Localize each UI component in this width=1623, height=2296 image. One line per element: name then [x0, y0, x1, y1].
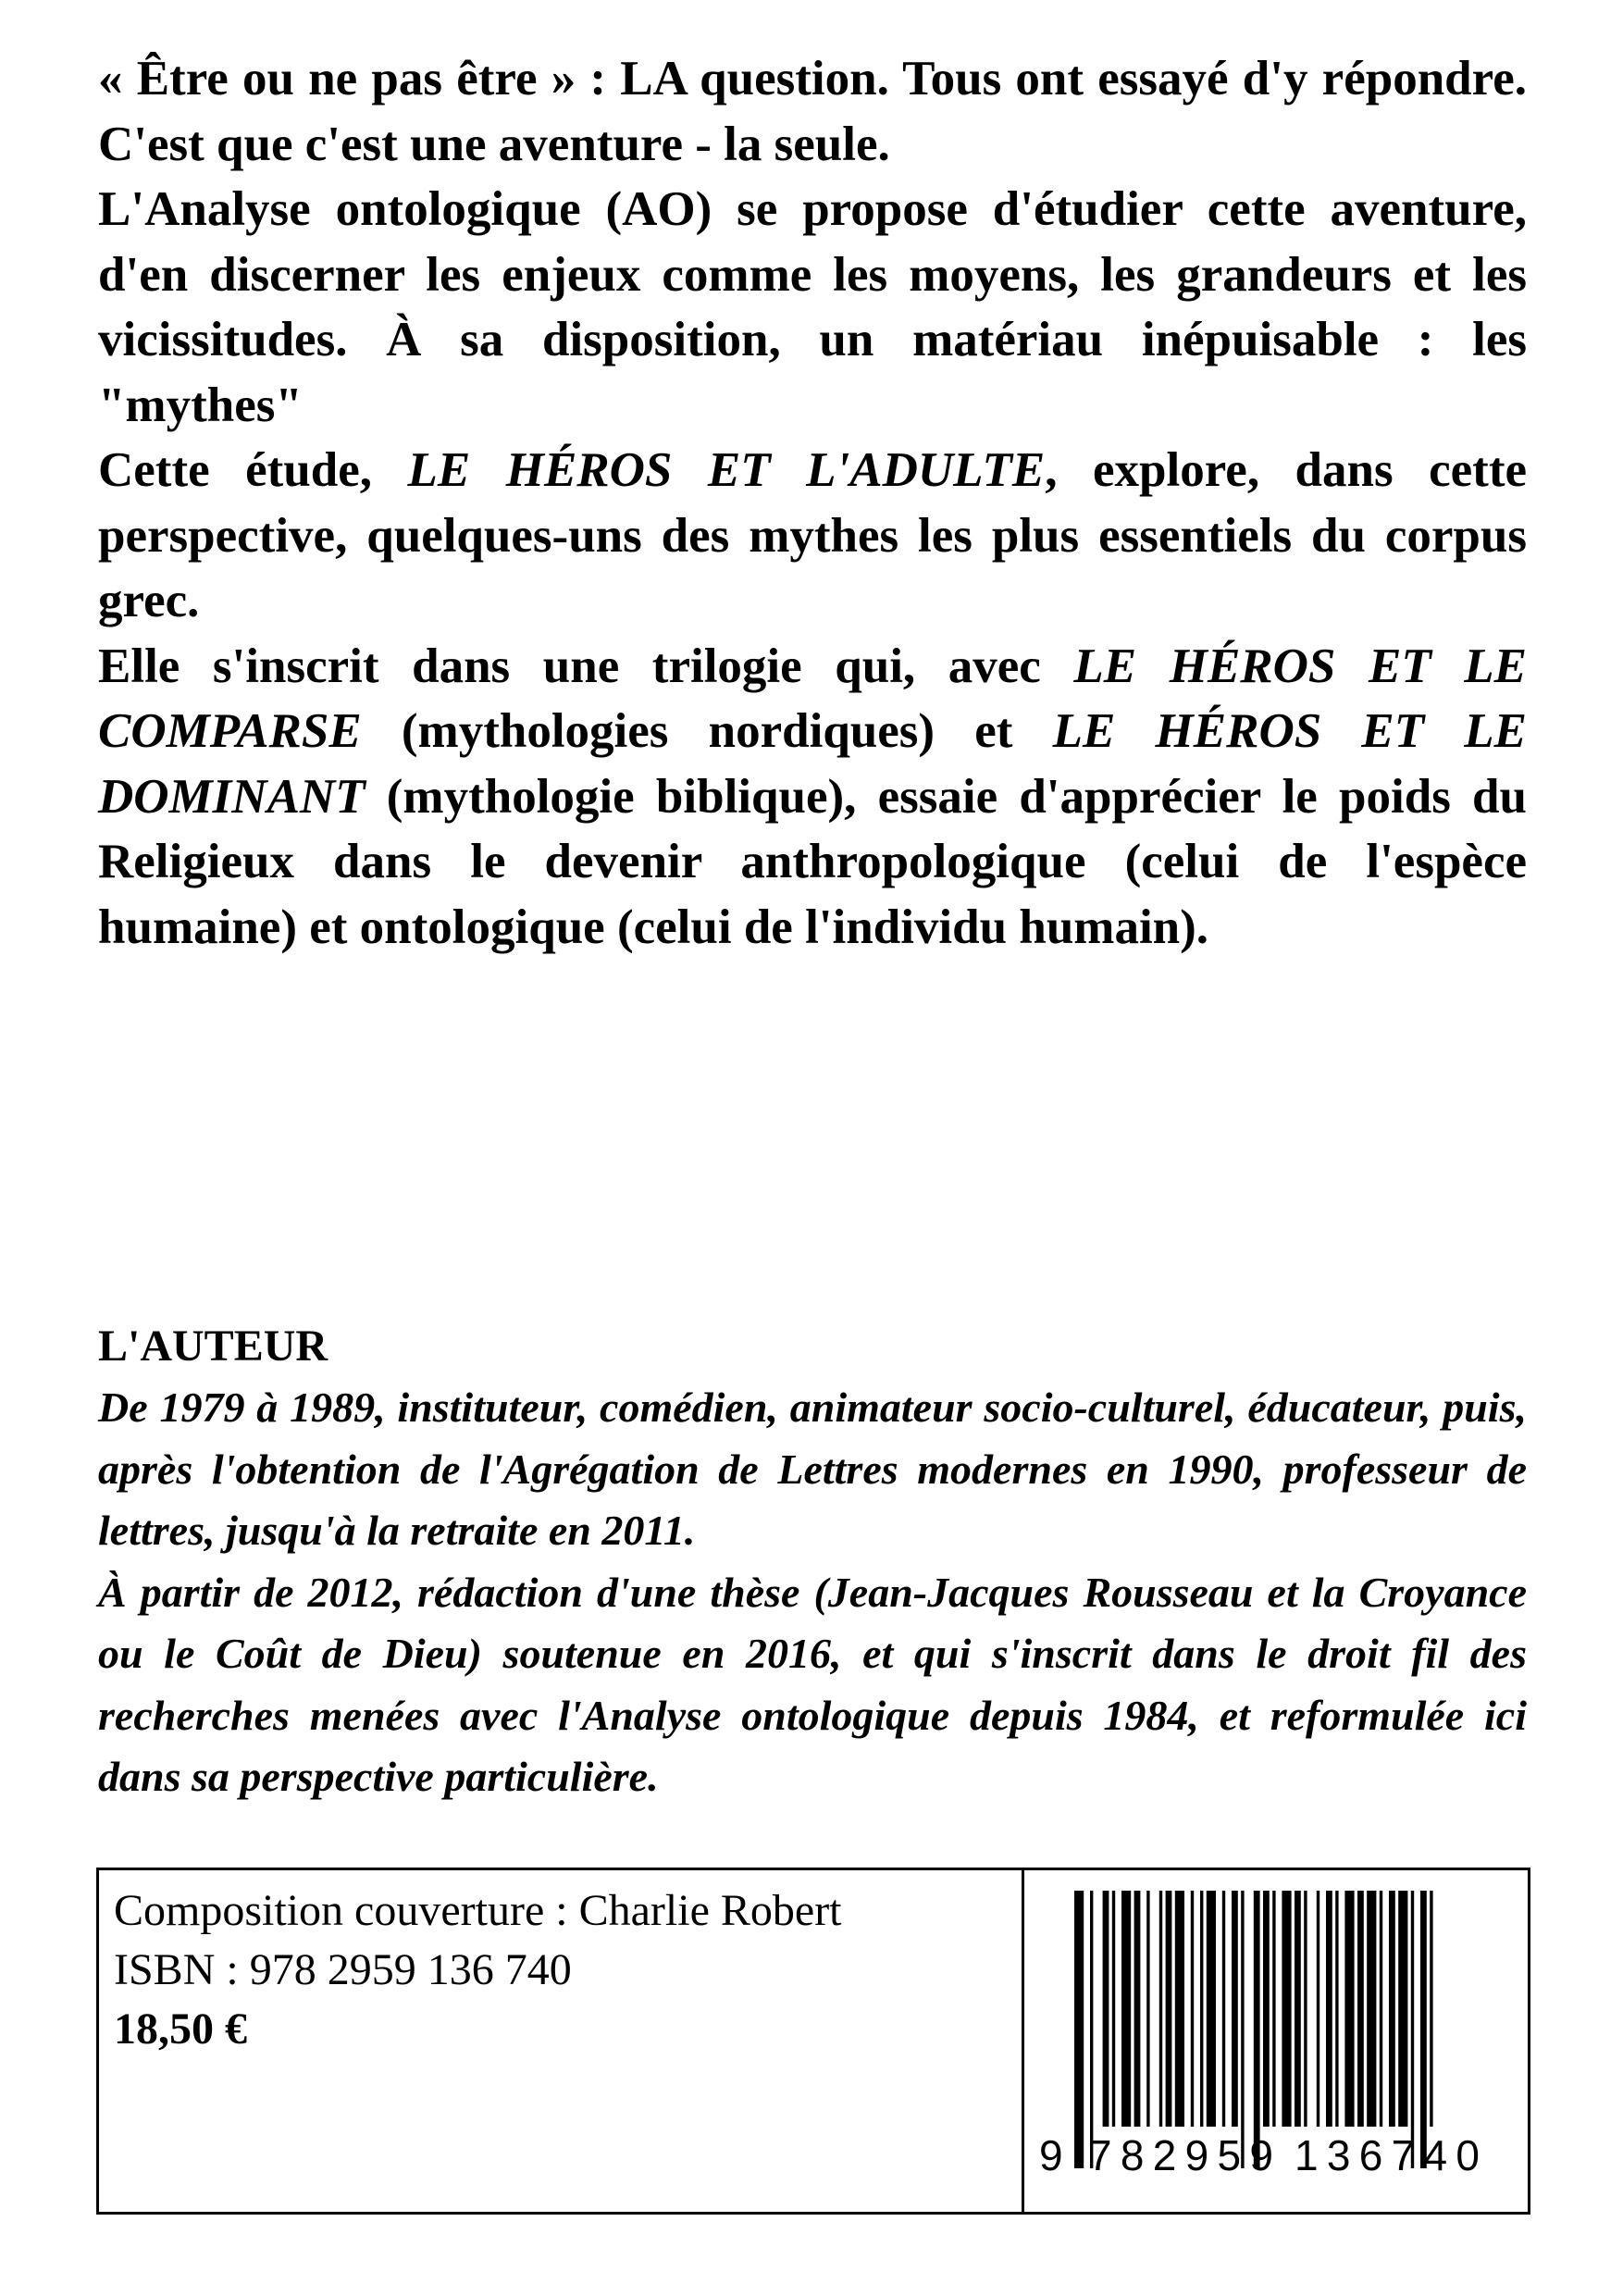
blurb-paragraph-1: « Être ou ne pas être » : LA question. Tous ont essayé d'y répondre. C'est que c'est une aventure - la seule.	[98, 52, 1527, 171]
barcode-bar	[1232, 1891, 1238, 2127]
barcode-bar	[1103, 1891, 1109, 2127]
isbn: ISBN : 978 2959 136 740	[114, 1945, 572, 1994]
barcode-bar	[1398, 1891, 1407, 2127]
blurb-text: (mythologies nordiques) et	[361, 704, 1053, 758]
blurb-text: Elle s'inscrit dans une trilogie qui, avec	[98, 639, 1074, 693]
barcode-bar	[1191, 1891, 1194, 2127]
author-heading: L'AUTEUR	[98, 1322, 328, 1371]
barcode-bar	[1344, 1891, 1354, 2127]
barcode-bar	[1357, 1891, 1364, 2127]
barcode-guard-bar	[1420, 1891, 1427, 2168]
blurb-paragraph-2: L'Analyse ontologique (AO) se propose d'étudier cette aventure, d'en discerner les enjeux comme les moyens, les grandeurs et les vicissitudes. À sa disposition, un matériau inépuisable : les "mythes"	[98, 182, 1527, 432]
barcode-bar	[1367, 1891, 1376, 2127]
barcode-bar	[1326, 1891, 1332, 2127]
blurb-text: , explore, dans cette perspective, quelques-uns des mythes les plus essentiels du corpus grec.	[98, 443, 1527, 627]
publication-info-box	[96, 1868, 1530, 2215]
blurb	[98, 46, 1527, 960]
barcode-guard-bar	[1090, 1891, 1093, 2168]
author-bio	[98, 1377, 1527, 1808]
barcode-bar	[1263, 1891, 1270, 2127]
blurb-text: (mythologie biblique), essaie d'apprécier le poids du Religieux dans le devenir anthropologique (celui de l'espèce humaine) et ontologique (celui de l'individu humain).	[98, 769, 1527, 954]
barcode-bar	[1295, 1891, 1301, 2127]
barcode-bar	[1389, 1891, 1395, 2127]
barcode-guard-bar	[1411, 1891, 1414, 2168]
barcode-bar	[1317, 1891, 1319, 2127]
barcode-lead-digit: 9	[1039, 2131, 1063, 2179]
barcode-bars	[1074, 1891, 1433, 2168]
barcode-bar	[1222, 1891, 1225, 2127]
price: 18,50 €	[114, 2004, 247, 2054]
blurb-paragraph-4	[98, 634, 1527, 961]
barcode-left-digits: 782959	[1088, 2131, 1273, 2179]
barcode-bar	[1430, 1891, 1432, 2127]
barcode-bar	[1200, 1891, 1203, 2127]
barcode-bar	[1146, 1891, 1149, 2127]
author-bio-paragraph-2: À partir de 2012, rédaction d'une thèse (Jean-Jacques Rousseau et la Croyance ou le Coût de Dieu) soutenue en 2016, et qui s'inscrit dans le droit fil des recherches menées avec l'Analyse ontologique depuis 1984, et reformulée ici dans sa perspective particulière.	[98, 1568, 1527, 1800]
barcode-bar	[1134, 1891, 1141, 2127]
barcode-guard-bar	[1254, 1891, 1260, 2168]
barcode-area	[1024, 1870, 1528, 2212]
barcode-right-digits: 136740	[1295, 2131, 1480, 2179]
barcode-bar	[1380, 1891, 1382, 2127]
barcode-bar	[1121, 1891, 1131, 2127]
blurb-paragraph-3	[98, 438, 1527, 634]
barcode-guard-bar	[1074, 1891, 1084, 2168]
book-title: LE HÉROS ET L'ADULTE	[407, 443, 1046, 497]
book-title: LE HÉROS ET LE COMPARSE	[98, 639, 1528, 758]
barcode-guard-bar	[1241, 1891, 1244, 2168]
publication-details	[99, 1870, 1024, 2212]
barcode-bar	[1159, 1891, 1162, 2127]
barcode-bar	[1175, 1891, 1184, 2127]
barcode-bar	[1112, 1891, 1115, 2127]
barcode-bar	[1166, 1891, 1172, 2127]
barcode-bar	[1207, 1891, 1216, 2127]
cover-credit: Composition couverture : Charlie Robert	[114, 1886, 842, 1935]
author-bio-paragraph-1: De 1979 à 1989, instituteur, comédien, animateur socio-culturel, éducateur, puis, après l'obtention de l'Agrégation de Lettres modernes en 1990, professeur de lettres, jusqu'à la retraite en 2011.	[98, 1384, 1527, 1554]
blurb-text: Cette étude,	[98, 443, 408, 497]
barcode-bar	[1272, 1891, 1275, 2127]
barcode-bar	[1282, 1891, 1291, 2127]
book-title: LE HÉROS ET LE DOMINANT	[98, 704, 1527, 824]
barcode	[1037, 1891, 1500, 2187]
barcode-bar	[1304, 1891, 1307, 2127]
barcode-bar	[1335, 1891, 1338, 2127]
